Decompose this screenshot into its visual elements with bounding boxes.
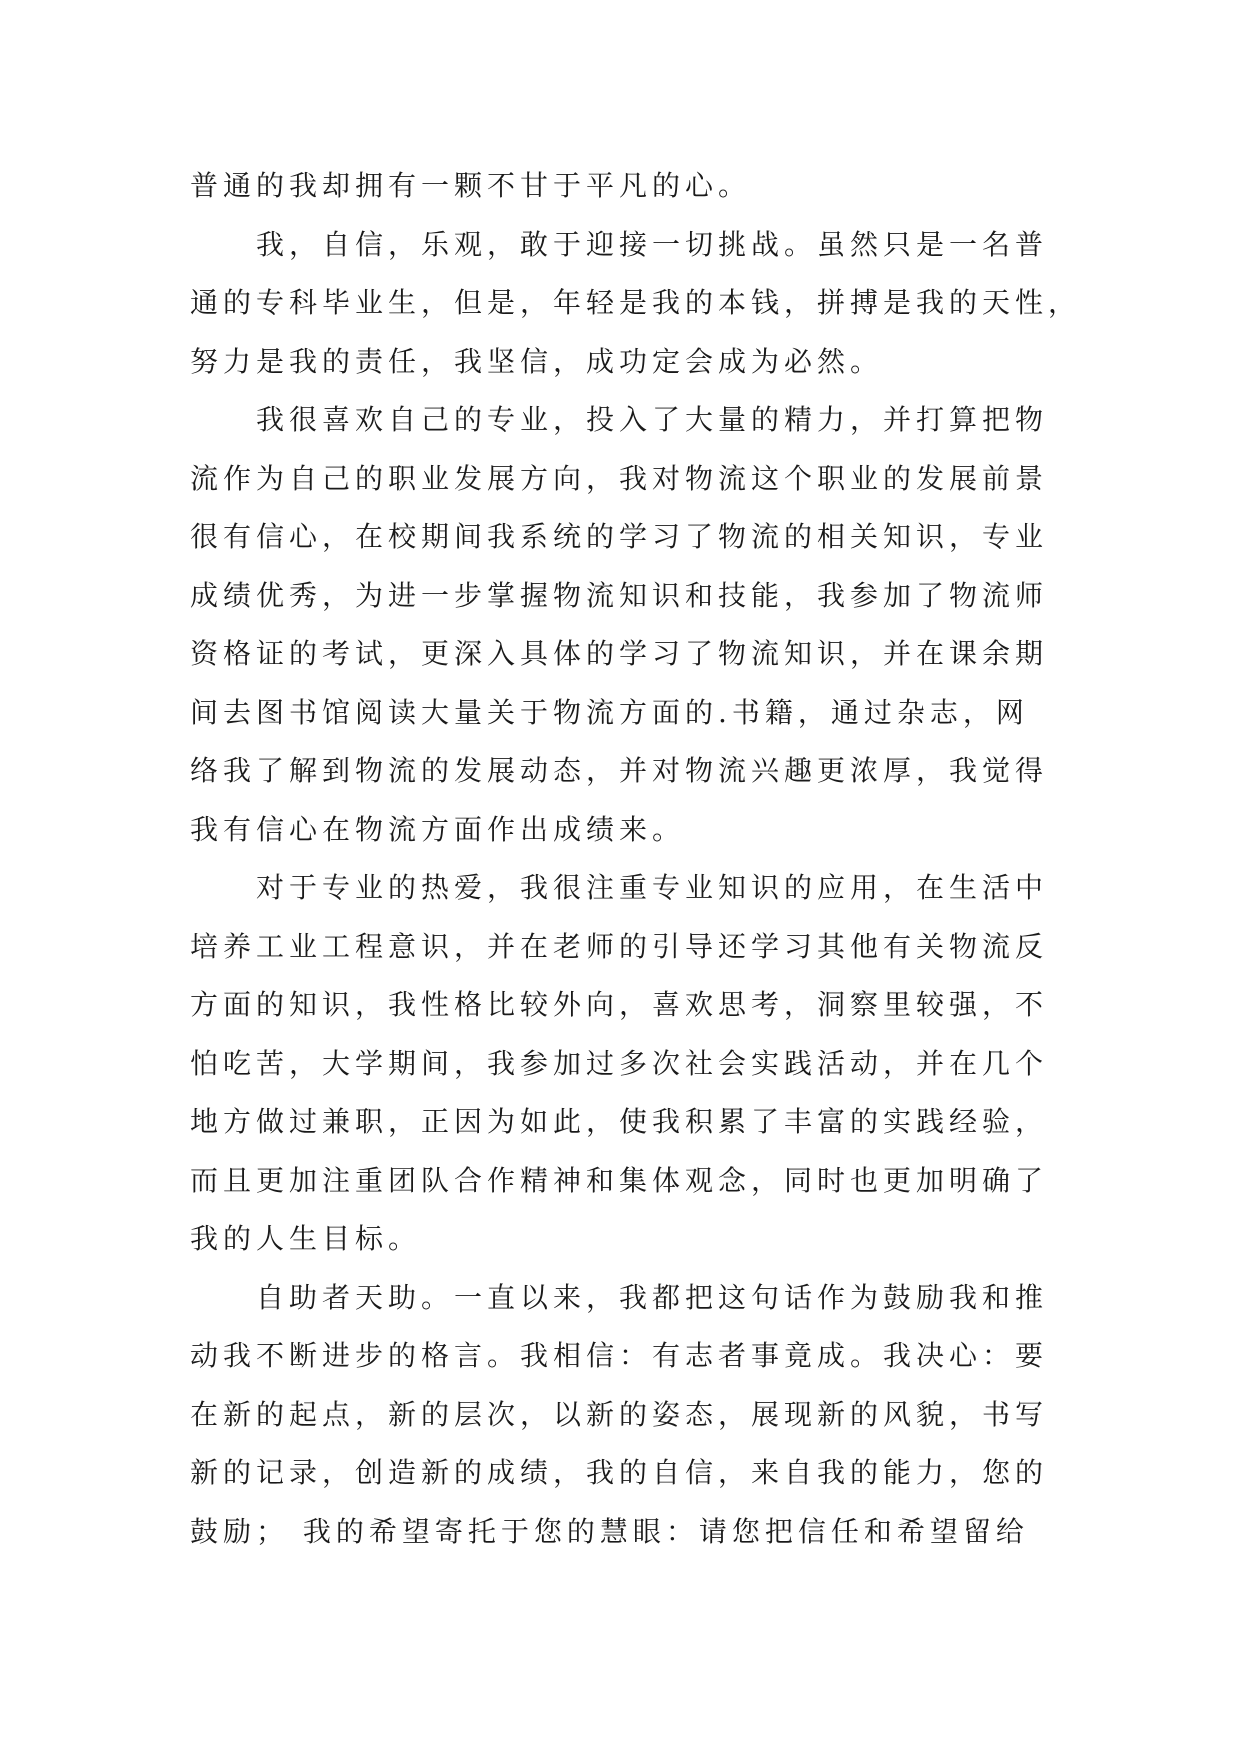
- text-line: 鼓励； 我的希望寄托于您的慧眼：请您把信任和希望留给: [190, 1514, 1029, 1548]
- text-line: 我的人生目标。: [190, 1222, 422, 1255]
- text-line: 努力是我的责任，我坚信，成功定会成为必然。: [190, 344, 884, 378]
- text-line: 通的专科毕业生，但是，年轻是我的本钱，拼搏是我的天性，: [190, 286, 1082, 319]
- text-line: 在新的起点，新的层次，以新的姿态，展现新的风貌，书写: [190, 1397, 1049, 1431]
- text-line: 很有信心，在校期间我系统的学习了物流的相关知识，专业: [190, 520, 1049, 553]
- text-line: 对于专业的热爱，我很注重专业知识的应用，在生活中: [256, 871, 1049, 904]
- text-line: 我很喜欢自己的专业，投入了大量的精力，并打算把物: [256, 403, 1049, 436]
- text-line: 地方做过兼职，正因为如此，使我积累了丰富的实践经验，: [190, 1105, 1049, 1138]
- document-body: [190, 157, 1082, 1561]
- text-line: 我有信心在物流方面作出成绩来。: [190, 812, 686, 846]
- text-line: 培养工业工程意识，并在老师的引导还学习其他有关物流反: [190, 929, 1049, 963]
- text-line: 间去图书馆阅读大量关于物流方面的.书籍，通过杂志，网: [190, 695, 1029, 729]
- text-line: 成绩优秀，为进一步掌握物流知识和技能，我参加了物流师: [190, 578, 1049, 612]
- text-line: 而且更加注重团队合作精神和集体观念，同时也更加明确了: [190, 1163, 1049, 1197]
- text-line: 怕吃苦，大学期间，我参加过多次社会实践活动，并在几个: [190, 1046, 1049, 1080]
- text-line: 新的记录，创造新的成绩，我的自信，来自我的能力，您的: [190, 1456, 1049, 1489]
- text-line: 资格证的考试，更深入具体的学习了物流知识，并在课余期: [190, 637, 1049, 670]
- text-line: 流作为自己的职业发展方向，我对物流这个职业的发展前景: [190, 461, 1049, 495]
- text-line: 络我了解到物流的发展动态，并对物流兴趣更浓厚，我觉得: [190, 754, 1049, 787]
- text-line: 自助者天助。一直以来，我都把这句话作为鼓励我和推: [256, 1280, 1049, 1314]
- text-line: 方面的知识，我性格比较外向，喜欢思考，洞察里较强，不: [190, 988, 1049, 1021]
- text-line: 我，自信，乐观，敢于迎接一切挑战。虽然只是一名普: [256, 227, 1049, 261]
- text-line: 动我不断进步的格言。我相信：有志者事竟成。我决心：要: [190, 1339, 1049, 1372]
- text-line: 普通的我却拥有一颗不甘于平凡的心。: [190, 169, 752, 202]
